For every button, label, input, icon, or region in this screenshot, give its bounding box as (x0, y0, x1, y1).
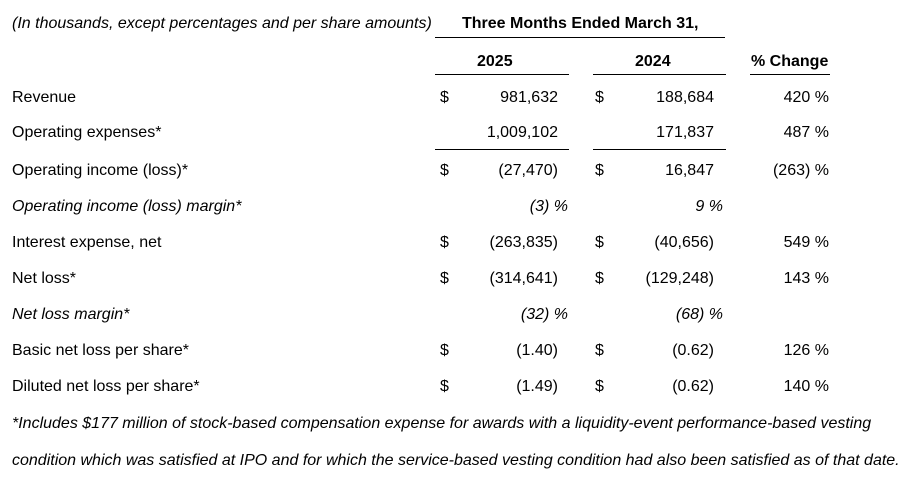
percent-change: 549 % (783, 234, 829, 251)
value-2025: (27,470) (498, 162, 558, 179)
opex-2024-underline (593, 149, 726, 150)
value-2025: (314,641) (489, 270, 558, 287)
period-underline (435, 37, 725, 38)
row-label: Revenue (12, 89, 77, 106)
row-label: Operating income (loss) margin* (12, 198, 242, 215)
percent-change: 143 % (783, 270, 829, 287)
footnote-line-1: *Includes $177 million of stock-based compensation expense for awards with a liquidity-event performance-based vesting (12, 415, 872, 432)
row-label: Operating expenses* (12, 124, 162, 141)
currency-symbol-2024: $ (595, 162, 604, 179)
currency-symbol-2024: $ (595, 89, 604, 106)
value-2025: (263,835) (489, 234, 558, 251)
column-2024-underline (593, 74, 726, 75)
percent-change: 140 % (783, 378, 829, 395)
value-2025: 1,009,102 (486, 124, 558, 141)
value-2024: 171,837 (656, 124, 714, 141)
value-2025: (1.49) (516, 378, 558, 395)
footnote-line-2: condition which was satisfied at IPO and for which the service-based vesting condition had also been satisfied as of that date. (12, 452, 900, 469)
currency-symbol-2025: $ (440, 270, 449, 287)
value-2025: 981,632 (500, 89, 558, 106)
currency-symbol-2025: $ (440, 89, 449, 106)
row-label: Diluted net loss per share* (12, 378, 200, 395)
value-2024: (0.62) (672, 342, 714, 359)
currency-symbol-2024: $ (595, 270, 604, 287)
column-2025-underline (435, 74, 569, 75)
value-2024: (129,248) (645, 270, 714, 287)
percent-change: 420 % (783, 89, 829, 106)
percent-change: 487 % (783, 124, 829, 141)
currency-symbol-2024: $ (595, 342, 604, 359)
column-header-change: % Change (751, 53, 829, 70)
column-header-2024: 2024 (635, 53, 671, 70)
percent-change: 126 % (783, 342, 829, 359)
currency-symbol-2024: $ (595, 234, 604, 251)
currency-symbol-2025: $ (440, 234, 449, 251)
opex-2025-underline (435, 149, 569, 150)
percent-change: (263) % (772, 162, 829, 179)
currency-symbol-2025: $ (440, 342, 449, 359)
value-2024: (68) % (675, 306, 723, 323)
row-label: Interest expense, net (12, 234, 162, 251)
value-2024: 188,684 (656, 89, 714, 106)
value-2024: 9 % (695, 198, 723, 215)
units-note: (In thousands, except percentages and per share amounts) (12, 15, 432, 32)
value-2024: 16,847 (665, 162, 714, 179)
value-2024: (40,656) (654, 234, 714, 251)
currency-symbol-2025: $ (440, 378, 449, 395)
value-2025: (1.40) (516, 342, 558, 359)
value-2024: (0.62) (672, 378, 714, 395)
value-2025: (3) % (529, 198, 568, 215)
currency-symbol-2024: $ (595, 378, 604, 395)
period-header: Three Months Ended March 31, (462, 15, 699, 32)
column-header-2025: 2025 (477, 53, 513, 70)
currency-symbol-2025: $ (440, 162, 449, 179)
row-label: Net loss* (12, 270, 77, 287)
row-label: Net loss margin* (12, 306, 130, 323)
value-2025: (32) % (520, 306, 568, 323)
row-label: Basic net loss per share* (12, 342, 189, 359)
column-change-underline (750, 74, 830, 75)
row-label: Operating income (loss)* (12, 162, 189, 179)
